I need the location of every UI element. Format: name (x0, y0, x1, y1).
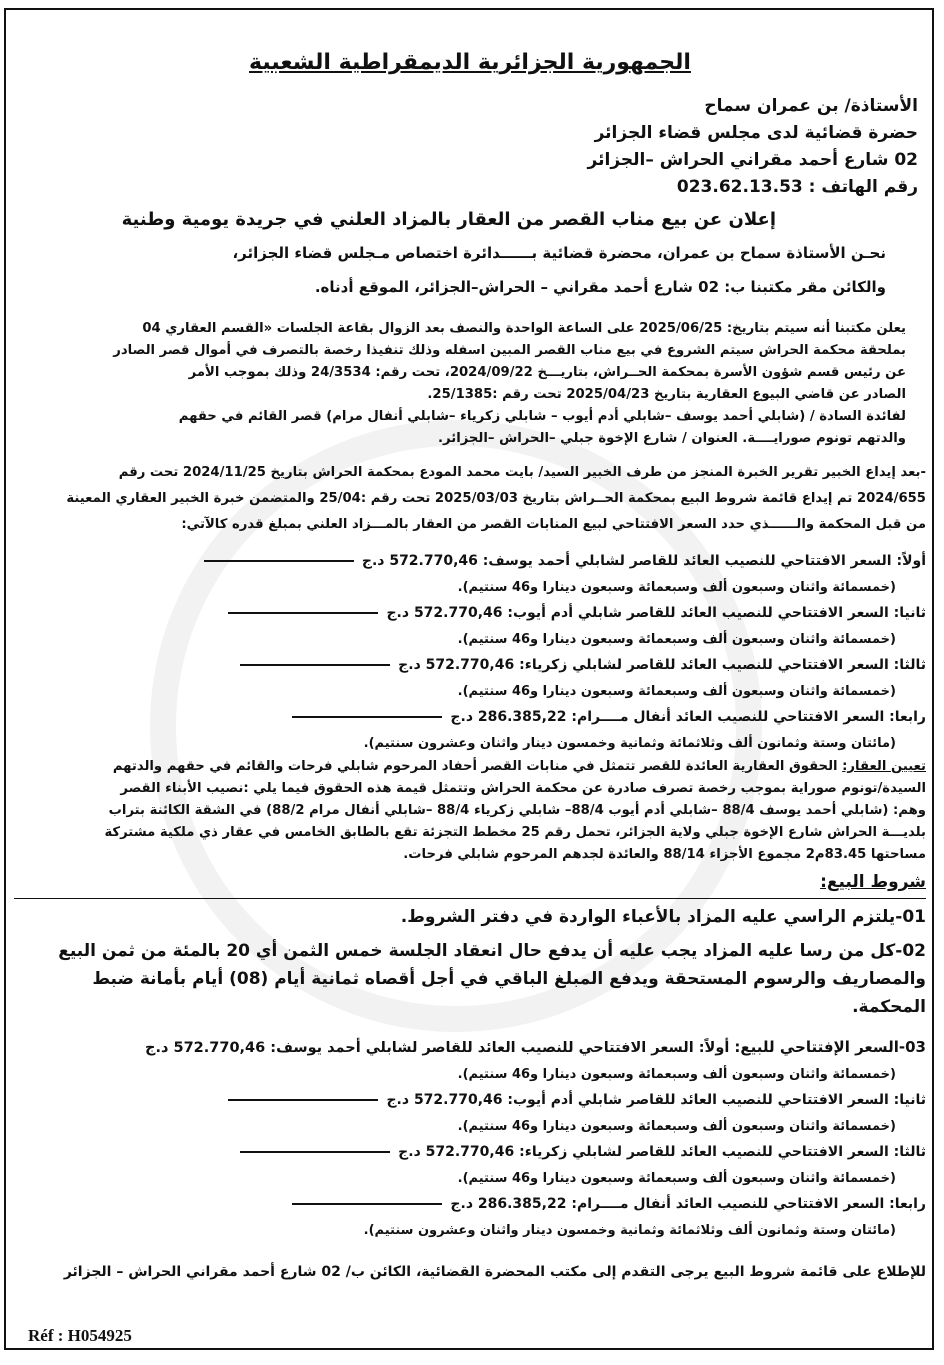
reference-number: Réf : H054925 (24, 1326, 136, 1346)
price-words: (خمسمائة واثنان وسبعون ألف وسبعمائة وسبعون دينارا و46 سنتيم). (457, 684, 896, 699)
price-item: رابعا: السعر الافتتاحي للنصيب العائد أنفال مــــرام: 286.385,22 د.ج (14, 704, 926, 731)
bailiff-office: حضرة قضائية لدى مجلس قضاء الجزائر (594, 123, 918, 143)
price-words: (خمسمائة واثنان وسبعون ألف وسبعمائة وسبعون دينارا و46 سنتيم). (457, 1067, 896, 1082)
body-line: بملحقة محكمة الحراش سيتم الشروع في بيع مناب القصر المبين اسفله وذلك تنفيذا رخصة بالتصرف في أموال قصر الصادر (113, 343, 906, 358)
price-item: ثانيا: السعر الافتتاحي للنصيب العائد للقاصر شابلي أدم أيوب: 572.770,46 د.ج (14, 600, 926, 627)
expert-paragraph (14, 460, 926, 538)
intro-line-1: نحـن الأستاذة سماح بن عمران، محضرة قضائية بــــــدائرة اختصاص مـجلس قضاء الجزائر، (232, 244, 886, 262)
price-item: ثالثا: السعر الافتتاحي للنصيب العائد للقاصر لشابلي زكرياء: 572.770,46 د.ج (14, 652, 926, 679)
footer-note: للإطلاع على قائمة شروط البيع يرجى التقدم إلى مكتب المحضرة القضائية، الكائن ب/ 02 شارع أحمد مقراني الحراش – الجزائر (63, 1264, 926, 1280)
condition-3-price-list (14, 1033, 926, 1243)
property-label: تعيين العقار: (842, 759, 926, 774)
body-line: عن رئيس قسم شؤون الأسرة بمحكمة الحــراش، بتاريـــخ 2024/09/22، تحت رقم: 24/3534 وذلك بموجب الأمر (188, 365, 906, 380)
price-words: (مائتان وستة وثمانون ألف وثلاثمائة وثمانية وخمسون دينار واثنان وعشرون سنتيم). (363, 736, 896, 751)
expert-line: -بعد إيداع الخبير تقرير الخبرة المنجز من طرف الخبير السيد/ بايت محمد المودع بمحكمة الحراش بتاريخ 2024/11/25 تحت رقم (118, 465, 926, 480)
price-words: (خمسمائة واثنان وسبعون ألف وسبعمائة وسبعون دينارا و46 سنتيم). (457, 1119, 896, 1134)
document-page (14, 18, 926, 1283)
body-paragraph (14, 318, 906, 450)
phone-label: رقم الهاتف : (808, 177, 918, 197)
conditions-label: شروط البيع: (820, 872, 926, 892)
condition-2: 02-كل من رسا عليه المزاد يجب عليه أن يدفع حال انعقاد الجلسة خمس الثمن أي 20 بالمئة من ثمن البيع والمصاريف والرسوم المستحقة ويدفع المبلغ الباقي في أجل أقصاه ثمانية أيام (08) أيام بأمانة ضبط المحكمة. (58, 941, 926, 1017)
property-line: وهم: (شابلي أحمد يوسف 88/4 –شابلي أدم أيوب 88/4– شابلي زكرياء 88/4 –شابلي أنفال مرام 88/2) في الشقة الكائنة بتراب (108, 803, 926, 818)
expert-line: 2024/655 تم إيداع قائمة شروط البيع بمحكمة الحــراش بتاريخ 2025/03/03 تحت رقم :25/04 والمتضمن خبرة الخبير العقاري المعينة (66, 491, 926, 506)
body-line: والدتهم تونوم صورايــــة. العنوان / شارع الإخوة جبلي –الحراش –الجزائر. (438, 431, 906, 446)
price-item: رابعا: السعر الافتتاحي للنصيب العائد أنفال مــــرام: 286.385,22 د.ج (14, 1191, 926, 1218)
intro-line-2: والكائن مقر مكتبنا ب: 02 شارع أحمد مقراني – الحراش–الجزائر، الموقع أدناه. (314, 278, 886, 296)
price-words: (خمسمائة واثنان وسبعون ألف وسبعمائة وسبعون دينارا و46 سنتيم). (457, 580, 896, 595)
page-title: الجمهورية الجزائرية الديمقراطية الشعبية (249, 50, 691, 75)
announcement-heading: إعلان عن بيع مناب القصر من العقار بالمزاد العلني في جريدة يومية وطنية (121, 209, 776, 230)
price-words: (مائتان وستة وثمانون ألف وثلاثمائة وثمانية وخمسون دينار واثنان وعشرون سنتيم). (363, 1223, 896, 1238)
phone-number: 023.62.13.53 (676, 177, 803, 197)
bailiff-address: 02 شارع أحمد مقراني الحراش –الجزائر (587, 150, 918, 170)
bailiff-name: الأستاذة/ بن عمران سماح (704, 96, 918, 116)
price-words: (خمسمائة واثنان وسبعون ألف وسبعمائة وسبعون دينارا و46 سنتيم). (457, 1171, 896, 1186)
body-line: الصادر عن قاضي البيوع العقارية بتاريخ 2025/04/23 تحت رقم :25/1385. (427, 387, 906, 402)
property-section (14, 756, 926, 866)
property-line: السيدة/تونوم صوراية بموجب رخصة تصرف صادرة عن محكمة الحراش وتتمثل قيمة هذه الحقوق فيما يلي :نصيب الأبناء القصر (120, 781, 926, 796)
price-list (14, 548, 926, 756)
price-item: ثانيا: السعر الافتتاحي للنصيب العائد للقاصر شابلي أدم أيوب: 572.770,46 د.ج (14, 1087, 926, 1114)
price-item: 03-السعر الإفتتاحي للبيع: أولاً: السعر الافتتاحي للنصيب العائد للقاصر لشابلي أحمد يوسف: 572.770,46 د.ج (145, 1038, 926, 1056)
expert-line: من قبل المحكمة والــــــذي حدد السعر الافتتاحي لبيع المنابات القصر من العقار بالمـــزاد العلني بمبلغ قدره كالآتي: (181, 517, 926, 532)
condition-1: 01-يلتزم الراسي عليه المزاد بالأعباء الواردة في دفتر الشروط. (400, 907, 926, 927)
property-line: مساحتها 83.45م2 مجموع الأجزاء 88/14 والعائدة لجدهم المرحوم شابلي فرحات. (403, 847, 926, 862)
price-words: (خمسمائة واثنان وسبعون ألف وسبعمائة وسبعون دينارا و46 سنتيم). (457, 632, 896, 647)
price-item: أولاً: السعر الافتتاحي للنصيب العائد للقاصر لشابلي أحمد يوسف: 572.770,46 د.ج (14, 548, 926, 575)
property-line: تعيين العقار: الحقوق العقارية العائدة للقصر تتمثل في منابات القصر أحفاد المرحوم شابلي فرحات والقائم في حقهم والدتهم (112, 759, 926, 774)
body-line: يعلن مكتبنا أنه سيتم بتاريخ: 2025/06/25 على الساعة الواحدة والنصف بعد الزوال بقاعة الجلسات «القسم العقاري 04 (142, 321, 906, 336)
phone-line (14, 174, 918, 201)
body-line: لفائدة السادة / (شابلي أحمد يوسف –شابلي أدم أيوب – شابلي زكرياء –شابلي أنفال مرام) قصر القائم في حقهم (178, 409, 906, 424)
property-line: بلديـــة الحراش شارع الإخوة جبلي ولاية الجزائر، تحمل رقم 25 مخطط التجزئة تقع بالطابق الخامس في عقار ذي ملكية مشتركة (104, 825, 926, 840)
price-item: ثالثا: السعر الافتتاحي للنصيب العائد للقاصر لشابلي زكرياء: 572.770,46 د.ج (14, 1139, 926, 1166)
